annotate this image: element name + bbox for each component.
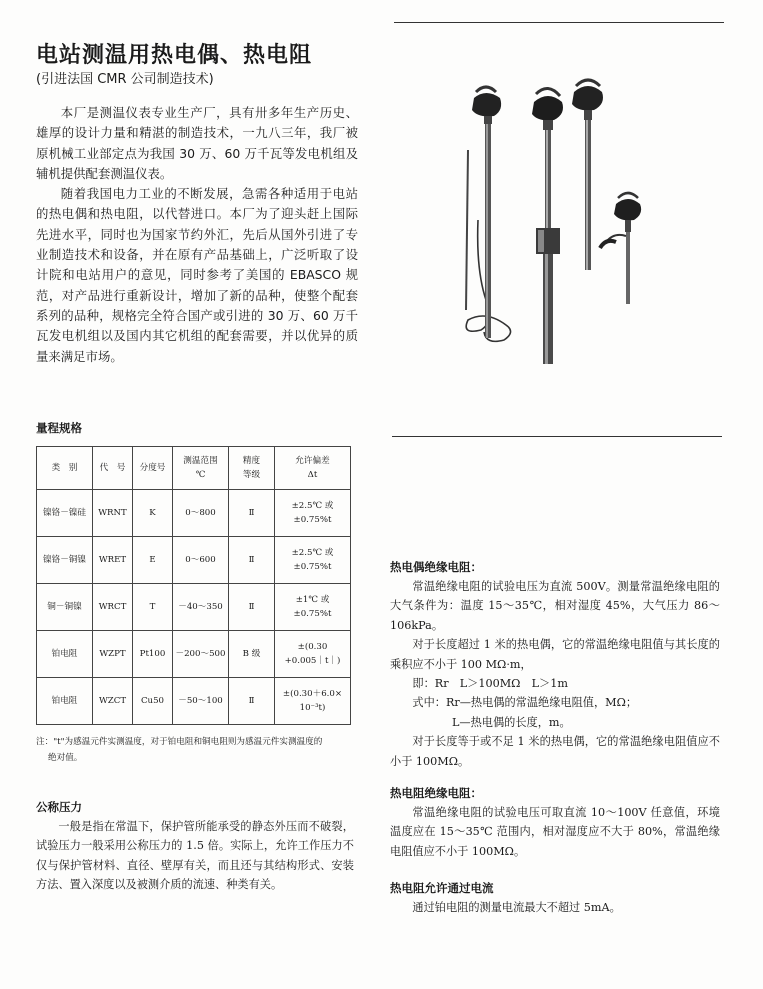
probe-4 <box>600 193 641 304</box>
header-tol-line2: Δt <box>307 470 318 480</box>
cell-tolerance <box>275 678 351 725</box>
tol-line2: ±0.75%t <box>293 562 332 572</box>
header-index: 分度号 <box>133 447 173 490</box>
rtd-insulation-heading: 热电阻绝缘电阻： <box>390 786 482 800</box>
tol-line1: ±2.5℃ 或 <box>291 501 334 511</box>
range-spec-table <box>36 446 351 725</box>
rtd-insulation-block <box>390 803 720 861</box>
cell-index: K <box>133 490 173 537</box>
table-header-row <box>37 447 351 490</box>
table-note <box>36 734 356 766</box>
header-tolerance <box>275 447 351 490</box>
tol-line2: +0.005｜t｜) <box>284 656 341 666</box>
table-row <box>37 631 351 678</box>
tc-insulation-p2: 对于长度超过 1 米的热电偶，它的常温绝缘电阻值与其长度的乘积应不小于 100 MΩ·m， <box>390 638 720 671</box>
page-title: 电站测温用热电偶、热电阻 <box>36 43 313 68</box>
header-range-line1: 测温范围 <box>183 456 218 466</box>
page-subtitle: (引进法国 CMR 公司制造技术) <box>36 72 214 87</box>
header-range-line2: ℃ <box>195 470 206 480</box>
cell-grade: Ⅱ <box>229 490 275 537</box>
cell-index: T <box>133 584 173 631</box>
pressure-paragraph: 一般是指在常温下，保护管所能承受的静态外压而不破裂，试验压力一般采用公称压力的 1.5 倍。实际上，允许工作压力不仅与保护管材料、直径、壁厚有关，而且还与其结构形式、安装方法、置入深度以及被测介质的流速、种类有关。 <box>36 820 354 892</box>
cell-tolerance <box>275 584 351 631</box>
cell-type: 铜－铜镍 <box>37 584 93 631</box>
header-type: 类 别 <box>37 447 93 490</box>
rtd-current-heading: 热电阻允许通过电流 <box>390 881 494 895</box>
tol-line2: ±0.75%t <box>293 515 332 525</box>
cell-index: Pt100 <box>133 631 173 678</box>
tc-insulation-length-def: L—热电偶的长度，m。 <box>452 715 571 729</box>
cell-grade: Ⅱ <box>229 584 275 631</box>
cell-code: WZCT <box>93 678 133 725</box>
tc-insulation-formula: 即：Rr L＞100MΩ L＞1m <box>412 677 568 691</box>
cell-code: WRET <box>93 537 133 584</box>
cell-code: WRNT <box>93 490 133 537</box>
header-grade-line2: 等级 <box>242 470 261 480</box>
cell-type: 铂电阻 <box>37 678 93 725</box>
cell-code: WRCT <box>93 584 133 631</box>
cell-grade: Ⅱ <box>229 678 275 725</box>
header-code: 代 号 <box>93 447 133 490</box>
header-grade <box>229 447 275 490</box>
tol-line2: ±0.75%t <box>293 609 332 619</box>
probe-1 <box>472 87 501 338</box>
cell-range: －40～350 <box>173 584 229 631</box>
tol-line1: ±2.5℃ 或 <box>291 548 334 558</box>
cell-index: E <box>133 537 173 584</box>
cell-range: －200～500 <box>173 631 229 678</box>
probe-2 <box>532 88 563 364</box>
top-rule <box>394 22 724 23</box>
tc-insulation-p1: 常温绝缘电阻的试验电压为直流 500V。测量常温绝缘电阻的大气条件为：温度 15～35℃，相对湿度 45%，大气压力 86～106kPa。 <box>390 580 720 632</box>
right-rule <box>392 436 722 437</box>
intro-paragraph: 本厂是测温仪表专业生产厂，具有卅多年生产历史、雄厚的设计力量和精湛的制造技术，一九八三年，我厂被原机械工业部定点为我国 30 万、60 万千瓦等发电机组及辅机提供配套测温仪表。 <box>36 105 358 181</box>
rtd-current-paragraph: 通过铂电阻的测量电流最大不超过 5mA。 <box>412 901 621 914</box>
cell-range: 0～600 <box>173 537 229 584</box>
range-table-heading: 量程规格 <box>36 421 82 435</box>
intro-text <box>36 103 358 367</box>
cell-type: 镍铬－镍硅 <box>37 490 93 537</box>
intro-paragraph: 随着我国电力工业的不断发展，急需各种适用于电站的热电偶和热电阻，以代替进口。本厂为了迎头赶上国际先进水平，同时也为国家节约外汇，先后从国外引进了专业制造技术和设备，并在原有产品基础上，广泛听取了设计院和电站用户的意见，同时参考了美国的 EBASCO 规范，对产品进行重新设计，增加了新的品种，使整个配套系列的品种，规格完全符合国产或引进的 30 万、60 万千瓦发电机组以及国内其它机组的配套需要，并以优异的质量来满足市场。 <box>36 186 358 364</box>
tc-insulation-where: 式中：Rr—热电偶的常温绝缘电阻值，MΩ； <box>412 696 638 710</box>
cell-grade: Ⅱ <box>229 537 275 584</box>
cell-tolerance <box>275 490 351 537</box>
tc-insulation-block <box>390 577 720 771</box>
cell-code: WZPT <box>93 631 133 678</box>
pressure-text-block <box>36 817 354 895</box>
table-row <box>37 537 351 584</box>
header-grade-line1: 精度 <box>242 456 261 466</box>
tc-insulation-p6: 对于长度等于或不足 1 米的热电偶，它的常温绝缘电阻值应不小于 100MΩ。 <box>390 735 720 768</box>
header-tol-line1: 允许偏差 <box>295 456 330 466</box>
table-row <box>37 490 351 537</box>
table-row <box>37 678 351 725</box>
cell-grade: B 级 <box>229 631 275 678</box>
cell-range: 0～800 <box>173 490 229 537</box>
tc-insulation-heading: 热电偶绝缘电阻： <box>390 560 482 574</box>
thermocouple-product-photo <box>456 70 656 370</box>
pressure-heading: 公称压力 <box>36 800 82 814</box>
tol-line2: 10⁻³t) <box>299 703 326 713</box>
header-range <box>173 447 229 490</box>
table-row <box>37 584 351 631</box>
cell-type: 铂电阻 <box>37 631 93 678</box>
cell-range: －50～100 <box>173 678 229 725</box>
table-note-line2: 绝对值。 <box>48 753 83 763</box>
cell-tolerance <box>275 537 351 584</box>
cell-tolerance <box>275 631 351 678</box>
cell-index: Cu50 <box>133 678 173 725</box>
rtd-insulation-paragraph: 常温绝缘电阻的试验电压可取直流 10～100V 任意值，环境温度应在 15～35℃ 范围内，相对湿度应不大于 80%，常温绝缘电阻值应不小于 100MΩ。 <box>390 806 720 858</box>
probe-3 <box>572 80 603 270</box>
tol-line1: ±(0.30＋6.0× <box>282 689 343 699</box>
table-note-line1: 注："t"为感温元件实测温度，对于铂电阻和铜电阻则为感温元件实测温度的 <box>36 737 323 747</box>
tol-line1: ±(0.30 <box>297 642 328 652</box>
cell-type: 镍铬－铜镍 <box>37 537 93 584</box>
rtd-current-block <box>390 898 720 917</box>
tol-line1: ±1℃ 或 <box>295 595 330 605</box>
